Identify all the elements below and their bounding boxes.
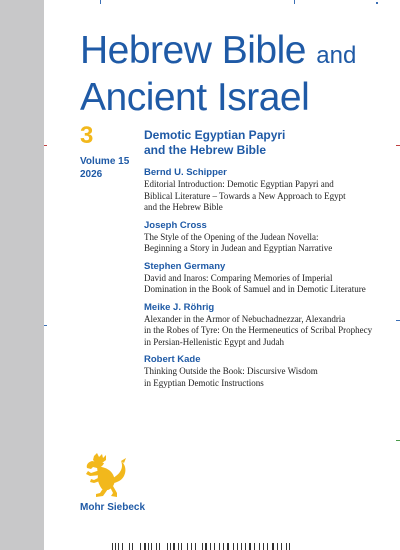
crop-mark-right-3 [396,440,400,441]
barcode-icon [112,543,290,550]
crop-mark-top-left [100,0,101,4]
issue-theme-line2: and the Hebrew Bible [144,143,267,157]
issue-number: 3 [80,122,94,149]
article-author: Bernd U. Schipper [144,167,227,178]
article-title-line: Editorial Introduction: Demotic Egyptian Papyri and [144,179,334,189]
article-title-line: Thinking Outside the Book: Discursive Wisdom [144,366,318,376]
article-entry [144,302,394,349]
crop-mark-left-2 [44,325,47,326]
crop-mark-left-1 [44,145,47,146]
article-title-line: and the Hebrew Bible [144,202,223,212]
article-entry [144,354,394,389]
article-title-line: in Egyptian Demotic Instructions [144,377,264,388]
volume-year: 2026 [80,169,103,180]
article-author: Joseph Cross [144,219,207,231]
article-author: Meike J. Röhrig [144,301,215,313]
article-entry [144,261,394,296]
issue-theme-line1: Demotic Egyptian Papyri [144,128,286,142]
article-author: Stephen Germany [144,260,226,272]
volume-info [80,155,130,181]
crop-mark-right-1 [396,145,400,146]
publisher-name: Mohr Siebeck [80,502,146,513]
article-entry [144,220,394,255]
article-title-line: Domination in the Book of Samuel and in Demotic Literature [144,284,366,294]
article-title-line: in Persian-Hellenistic Egypt and Judah [144,336,284,347]
table-of-contents [144,167,394,395]
article-title-line: Beginning a Story in Judean and Egyptian Narrative [144,243,333,253]
journal-title-line2: Ancient Israel [80,76,310,119]
crop-mark-top-right [294,0,295,4]
article-title-line: in the Robes of Tyre: On the Hermeneutics of Scribal Prophecy [144,325,373,335]
crop-mark-right-2 [396,320,400,321]
article-title-line: The Style of the Opening of the Judean Novella: [144,231,319,242]
registration-dot-top [376,2,378,4]
journal-title [80,30,356,119]
journal-title-line1: Hebrew Bible [80,29,306,72]
article-author: Robert Kade [144,354,201,365]
issue-theme-title [144,128,374,158]
article-title-line: Alexander in the Armor of Nebuchadnezzar, Alexandria [144,313,346,324]
journal-title-and: and [316,42,357,69]
spine-strip [0,0,44,550]
volume-label: Volume 15 [80,156,130,167]
lion-rampant-logo-icon [80,452,130,500]
article-title-line: David and Inaros: Comparing Memories of Imperial [144,272,333,283]
article-entry [144,167,394,214]
article-title-line: Biblical Literature – Towards a New Approach to Egypt [144,190,346,201]
